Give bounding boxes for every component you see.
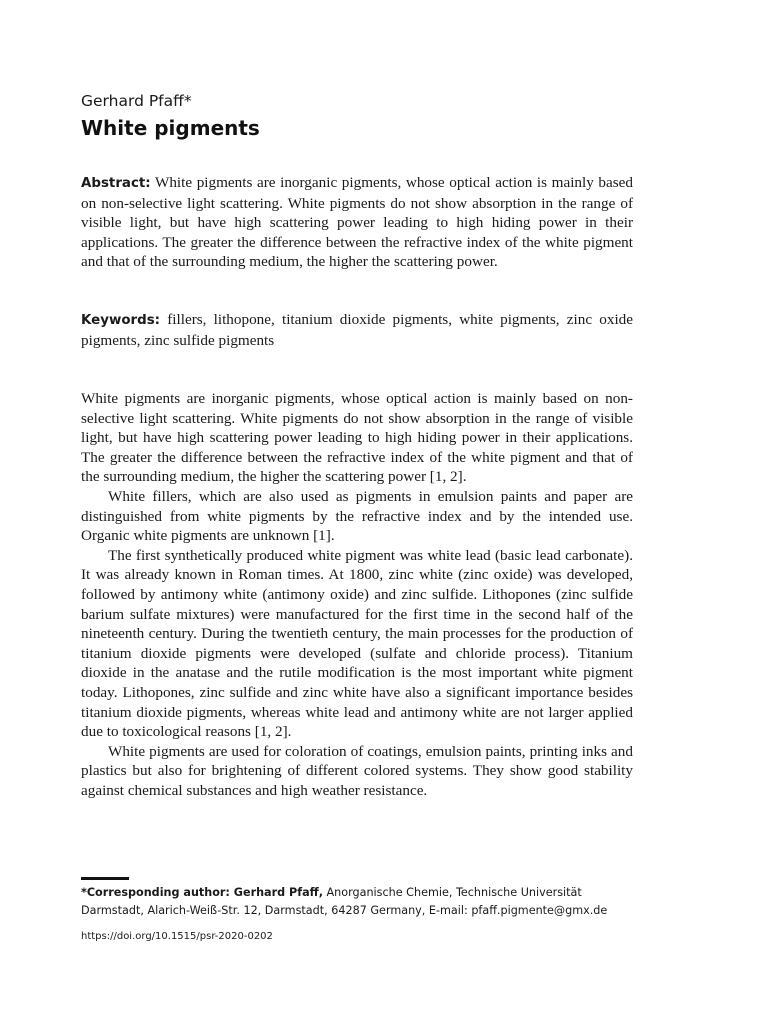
- body-paragraph: White pigments are inorganic pigments, whose optical action is mainly based on non-selective light scattering. White pigments do not show absorption in the range of visible light, but have high scattering power leading to high hiding power in their applications. The greater the difference between the refractive index of the white pigment and that of the surrounding medium, the higher the scattering power [1, 2].: [81, 390, 633, 486]
- footnote-rule: [81, 877, 129, 880]
- abstract-label: Abstract:: [81, 176, 151, 191]
- abstract-text: White pigments are inorganic pigments, whose optical action is mainly based on non-selective light scattering. White pigments do not show absorption in the range of visible light, but have high scattering power leading to high hiding power in their applications. The greater the difference between the refractive index of the white pigment and that of the surrounding medium, the higher the scattering power.: [81, 174, 633, 271]
- footnote: [81, 884, 641, 919]
- paper-title: White pigments: [81, 116, 260, 140]
- keywords: [81, 310, 633, 350]
- keywords-label: Keywords:: [81, 313, 161, 328]
- keywords-text: fillers, lithopone, titanium dioxide pigments, white pigments, zinc oxide pigments, zinc sulfide pigments: [81, 311, 633, 349]
- abstract: [81, 173, 633, 272]
- body-text: [81, 389, 633, 800]
- body-paragraph: White fillers, which are also used as pigments in emulsion paints and paper are distinguished from white pigments by the refractive index and by the intended use. Organic white pigments are unknown [1].: [81, 487, 633, 545]
- body-paragraph: The first synthetically produced white pigment was white lead (basic lead carbonate). It was already known in Roman times. At 1800, zinc white (zinc oxide) was developed, followed by antimony white (antimony oxide) and zinc sulfide. Lithopones (zinc sulfide barium sulfate mixtures) were manufactured for the first time in the second half of the nineteenth century. During the twentieth century, the main processes for the production of titanium dioxide pigments were developed (sulfate and chloride process). Titanium dioxide in the anatase and the rutile modification is the most important white pigment today. Lithopones, zinc sulfide and zinc white have also a significant importance besides titanium dioxide pigments, whereas white lead and antimony white are not larger applied due to toxicological reasons [1, 2].: [81, 546, 633, 741]
- footnote-text: Anorganische Chemie, Technische Universität Darmstadt, Alarich-Weiß-Str. 12, Darmstadt, 64287 Germany, E-mail: pfaff.pigmente@gmx.de: [81, 886, 608, 917]
- author-name: Gerhard Pfaff*: [81, 92, 192, 110]
- doi-link[interactable]: https://doi.org/10.1515/psr-2020-0202: [81, 931, 273, 942]
- body-paragraph: White pigments are used for coloration of coatings, emulsion paints, printing inks and plastics but also for brightening of different colored systems. They show good stability against chemical substances and high weather resistance.: [81, 742, 633, 799]
- footnote-label: *Corresponding author: Gerhard Pfaff,: [81, 886, 323, 899]
